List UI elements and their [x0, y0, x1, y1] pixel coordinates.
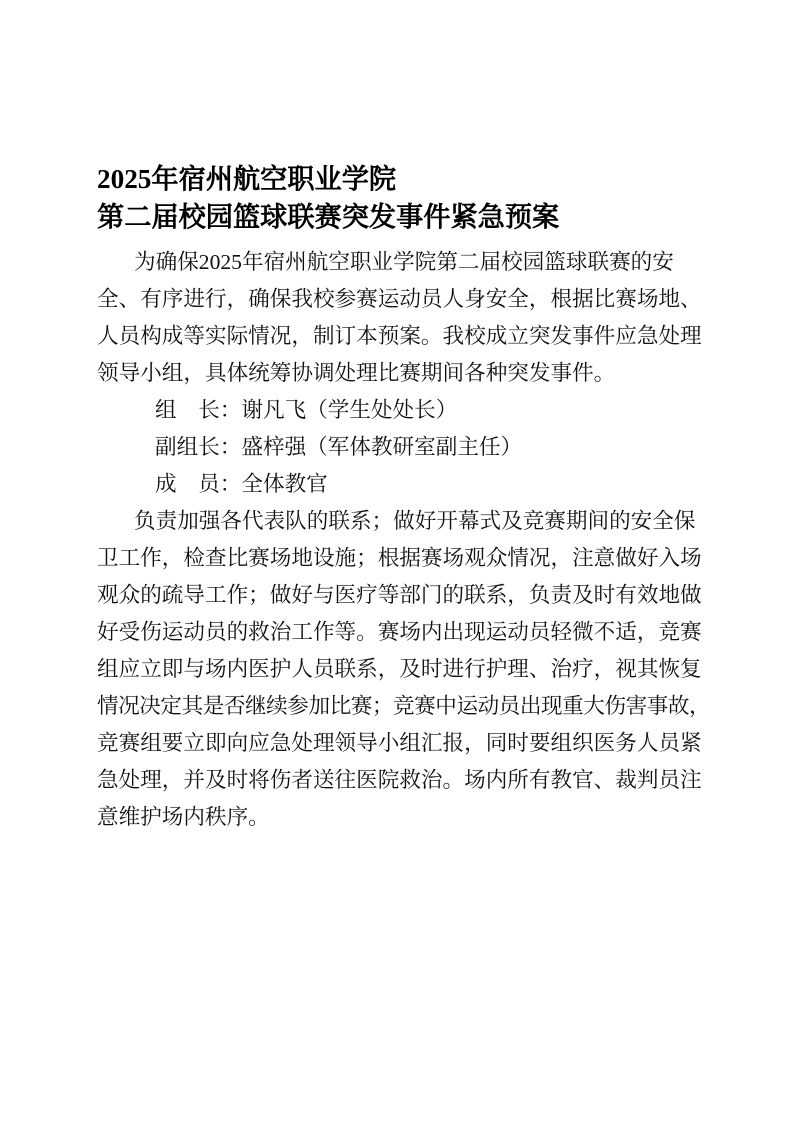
- text-line: 组 长：谢凡飞（学生处处长）: [155, 398, 458, 422]
- title-line-1: 2025年宿州航空职业学院: [97, 164, 397, 194]
- text-line: 急处理，并及时将伤者送往医院救治。场内所有教官、裁判员注: [97, 768, 702, 792]
- text-line: 竞赛组要立即向应急处理领导小组汇报，同时要组织医务人员紧: [97, 731, 702, 755]
- duties-paragraph: [97, 503, 711, 836]
- intro-paragraph: [97, 244, 701, 392]
- text-line: 为确保2025年宿州航空职业学院第二届校园篮球联赛的安: [134, 250, 674, 274]
- text-line: 情况决定其是否继续参加比赛；竞赛中运动员出现重大伤害事故，: [97, 694, 711, 718]
- document-content: [97, 160, 711, 836]
- text-line: 人员构成等实际情况，制订本预案。我校成立突发事件应急处理: [97, 324, 702, 348]
- text-line: 负责加强各代表队的联系；做好开幕式及竞赛期间的安全保: [134, 509, 696, 533]
- text-line: 副组长：盛梓强（军体教研室副主任）: [155, 435, 523, 459]
- text-line: 领导小组，具体统筹协调处理比赛期间各种突发事件。: [97, 361, 616, 385]
- document-title: [97, 160, 701, 236]
- text-line: 成 员：全体教官: [155, 472, 328, 496]
- document-body: [97, 244, 711, 836]
- text-line: 组应立即与场内医护人员联系，及时进行护理、治疗，视其恢复: [97, 657, 702, 681]
- text-line: 好受伤运动员的救治工作等。赛场内出现运动员轻微不适，竞赛: [97, 620, 702, 644]
- text-line: 卫工作，检查比赛场地设施；根据赛场观众情况，注意做好入场: [97, 546, 702, 570]
- staff-list: [97, 392, 701, 503]
- text-line: 观众的疏导工作；做好与医疗等部门的联系，负责及时有效地做: [97, 583, 702, 607]
- text-line: 全、有序进行，确保我校参赛运动员人身安全，根据比赛场地、: [97, 287, 702, 311]
- text-line: 意维护场内秩序。: [97, 805, 270, 829]
- title-line-2: 第二届校园篮球联赛突发事件紧急预案: [97, 202, 560, 232]
